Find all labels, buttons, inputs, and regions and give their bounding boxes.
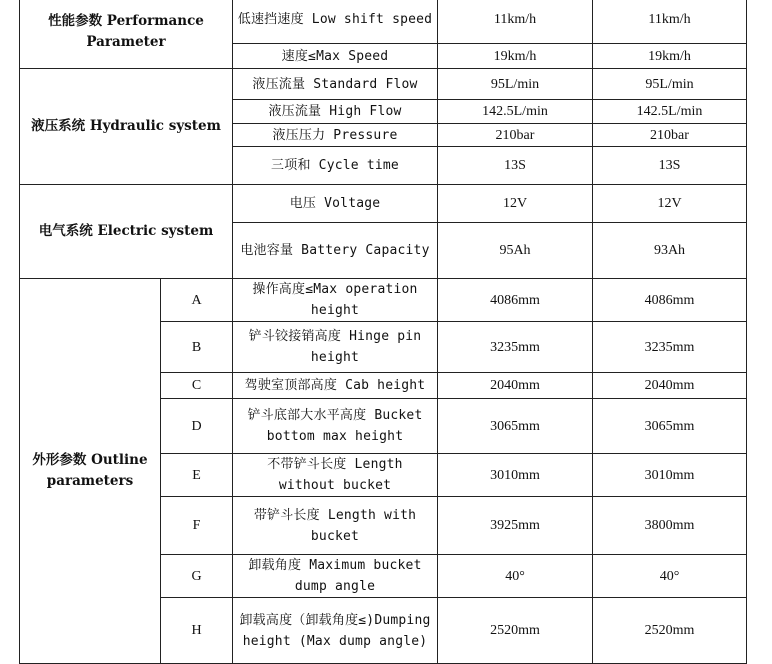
value-model-2: 40° — [593, 555, 747, 598]
dimension-letter: C — [161, 373, 233, 399]
value-model-2: 142.5L/min — [593, 100, 747, 124]
table-row — [20, 69, 747, 100]
table-row — [20, 279, 747, 322]
param-pressure: 液压压力 Pressure — [233, 124, 438, 147]
value-model-2: 2520mm — [593, 598, 747, 664]
value-model-1: 3010mm — [438, 454, 593, 497]
value-model-2: 12V — [593, 185, 747, 223]
param-voltage: 电压 Voltage — [233, 185, 438, 223]
value-model-1: 2040mm — [438, 373, 593, 399]
dimension-letter: G — [161, 555, 233, 598]
value-model-1: 2520mm — [438, 598, 593, 664]
value-model-2: 93Ah — [593, 223, 747, 279]
value-model-2: 3235mm — [593, 322, 747, 373]
value-model-2: 13S — [593, 147, 747, 185]
param-cycle-time: 三项和 Cycle time — [233, 147, 438, 185]
value-model-1: 142.5L/min — [438, 100, 593, 124]
value-model-1: 4086mm — [438, 279, 593, 322]
value-model-1: 11km/h — [438, 0, 593, 44]
value-model-1: 13S — [438, 147, 593, 185]
category-outline: 外形参数 Outline parameters — [20, 279, 161, 664]
value-model-2: 210bar — [593, 124, 747, 147]
table-row — [20, 185, 747, 223]
value-model-1: 95Ah — [438, 223, 593, 279]
param-hinge-pin-height: 铲斗铰接销高度 Hinge pin height — [233, 322, 438, 373]
param-max-bucket-dump-angle: 卸载角度 Maximum bucket dump angle — [233, 555, 438, 598]
dimension-letter: A — [161, 279, 233, 322]
value-model-1: 3925mm — [438, 497, 593, 555]
dimension-letter: B — [161, 322, 233, 373]
dimension-letter: F — [161, 497, 233, 555]
param-length-without-bucket: 不带铲斗长度 Length without bucket — [233, 454, 438, 497]
param-cab-height: 驾驶室顶部高度 Cab height — [233, 373, 438, 399]
param-max-speed: 速度≤Max Speed — [233, 44, 438, 69]
value-model-1: 40° — [438, 555, 593, 598]
dimension-letter: D — [161, 399, 233, 454]
value-model-1: 12V — [438, 185, 593, 223]
value-model-2: 3065mm — [593, 399, 747, 454]
spec-table — [19, 0, 747, 664]
value-model-2: 3800mm — [593, 497, 747, 555]
table-row — [20, 0, 747, 44]
value-model-1: 3235mm — [438, 322, 593, 373]
param-dumping-height: 卸载高度（卸载角度≤)Dumping height (Max dump angle) — [233, 598, 438, 664]
value-model-2: 4086mm — [593, 279, 747, 322]
value-model-1: 210bar — [438, 124, 593, 147]
value-model-2: 2040mm — [593, 373, 747, 399]
category-electric: 电气系统 Electric system — [20, 185, 233, 279]
value-model-2: 11km/h — [593, 0, 747, 44]
category-hydraulic: 液压系统 Hydraulic system — [20, 69, 233, 185]
param-max-operation-height: 操作高度≤Max operation height — [233, 279, 438, 322]
value-model-2: 19km/h — [593, 44, 747, 69]
value-model-2: 3010mm — [593, 454, 747, 497]
value-model-1: 19km/h — [438, 44, 593, 69]
param-battery-capacity: 电池容量 Battery Capacity — [233, 223, 438, 279]
dimension-letter: H — [161, 598, 233, 664]
param-low-shift-speed: 低速挡速度 Low shift speed — [233, 0, 438, 44]
param-high-flow: 液压流量 High Flow — [233, 100, 438, 124]
value-model-1: 3065mm — [438, 399, 593, 454]
category-performance: 性能参数 Performance Parameter — [20, 0, 233, 69]
param-length-with-bucket: 带铲斗长度 Length with bucket — [233, 497, 438, 555]
dimension-letter: E — [161, 454, 233, 497]
param-bucket-bottom-max-height: 铲斗底部大水平高度 Bucket bottom max height — [233, 399, 438, 454]
value-model-2: 95L/min — [593, 69, 747, 100]
value-model-1: 95L/min — [438, 69, 593, 100]
param-standard-flow: 液压流量 Standard Flow — [233, 69, 438, 100]
